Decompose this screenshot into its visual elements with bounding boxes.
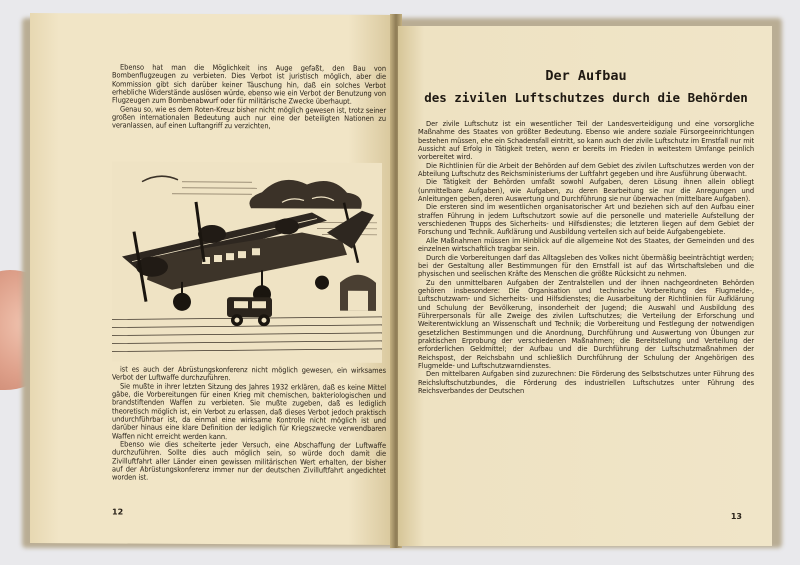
- left-page-number: 12: [112, 507, 124, 517]
- airplane-illustration: [112, 161, 382, 362]
- left-paragraph-5: Ebenso wie dies scheiterte jeder Versuch, eine Abschaffung der Luftwaffe durchzuführen. Sollte dies auch möglich sein, so würde doch damit die Zivilluftfahrt aller Länder einen gewissen militärischen Wert erhalten, der bisher auf der Abrüstungskonferenz immer nur der deutschen Zivilluftfahrt angedichtet worden ist.: [112, 439, 386, 483]
- left-paragraph-4: Sie mußte in ihrer letzten Sitzung des Jahres 1932 erklären, daß es keine Mittel gäbe, die Vorbereitungen für einen Krieg mit chemischen, bakteriologischen und brandstiftenden Waffen zu verbieten. Sie mußte zugeben, daß es lediglich theoretisch möglich ist, ein Verbot zu erlassen, daß dieses Verbot jedoch praktisch undurchführbar ist, da einmal eine wirksame Kontrolle nicht möglich ist und darüber hinaus eine klare Definition der lediglich für Kriegszwecke verwendbaren Waffen nicht erreicht werden kann.: [112, 381, 386, 441]
- right-paragraph-1: Der zivile Luftschutz ist ein wesentlicher Teil der Landesverteidigung und eine vorsorgliche Maßnahme des Staates von größter Bedeutung. Ebenso wie andere soziale Fürsorgeeinrichtungen bestehen müssen, ehe ein Schadensfall eintritt, so kann auch der zivile Luftschutz im Ernstfall nur mit Aussicht auf Erfolg in Tätigkeit treten, wenn er bereits im Frieden in weitestem Umfange peinlich vorbereitet wird.: [418, 119, 754, 162]
- right-paragraph-7: Zu den unmittelbaren Aufgaben der Zentralstellen und der ihnen nachgeordneten Behörden gehören insbesondere: Die Organisation und technische Vorbereitung des Flugmelde-, Luftschutzwarn- und Sicherheits- und Hilfsdienstes; die Ausarbeitung der Richtlinien für Aufklärung und Schulung der Bevölkerung, insonderheit der Jugend; die Auswahl und Ausbildung des Führerpersonals für alle Zweige des zivilen Luftschutzes; die Verteilung der Erforschung und Weiterentwicklung an Wissenschaft und Technik; die Vorbereitung und Festlegung der notwendigen gesetzlichen Bestimmungen und die Anordnung, Durchführung und Auswertung von Übungen zur praktischen Erprobung der verschiedenen Maßnahmen; die Bereitstellung und Verteilung der erforderlichen Geldmittel; der Aufbau und die Durchführung der Luftschutzmaßnahmen der Reichspost, der Reichsbahn und schließlich Durchführung der Schulung der Angehörigen des Flugmelde- und Luftschutzwarndienstes.: [418, 277, 754, 370]
- left-top-text: [112, 63, 386, 131]
- right-paragraph-8: Den mittelbaren Aufgaben sind zuzurechnen: Die Förderung des Selbstschutzes unter Führung des Reichsluftschutzbundes, die Förderung des industriellen Luftschutzes unter Führung des Reichsverbandes der Deutschen: [418, 369, 754, 395]
- right-page-number: 13: [730, 512, 742, 521]
- right-paragraph-2: Die Richtlinien für die Arbeit der Behörden auf dem Gebiet des zivilen Luftschutzes werden von der Abteilung Luftschutz des Reichsministeriums der Luftfahrt gegeben und ihre Ausführung überwacht.: [418, 160, 754, 179]
- left-bottom-text: [112, 365, 386, 483]
- right-paragraph-5: Alle Maßnahmen müssen im Hinblick auf die allgemeine Not des Staates, der Gemeinden und des einzelnen wirtschaftlich tragbar sein.: [418, 235, 754, 254]
- right-page: [398, 26, 772, 546]
- right-paragraph-3: Die Tätigkeit der Behörden umfaßt sowohl Aufgaben, deren Lösung ihnen allein obliegt (unmittelbare Aufgaben), wie Aufgaben, zu deren Bearbeitung sie nur die Anregungen und Anleitungen geben, deren Auswertung und Durchführung sie nur überwachen (mittelbare Aufgaben).: [418, 177, 754, 204]
- chapter-title-line-1: Der Aufbau: [545, 68, 627, 84]
- left-page: [30, 13, 392, 545]
- left-paragraph-3: ist es auch der Abrüstungskonferenz nicht möglich gewesen, ein wirksames Verbot der Luftwaffe durchzuführen.: [112, 364, 386, 383]
- right-body-text: [418, 120, 754, 395]
- left-paragraph-2: Genau so, wie es dem Roten-Kreuz bisher nicht möglich gewesen ist, trotz seiner großen internationalen Bedeutung auch nur eine der beteiligten Nationen zu veranlassen, auf einen Luftangriff zu verzichten,: [112, 104, 386, 131]
- right-paragraph-4: Die ersteren sind im wesentlichen organisatorischer Art und beziehen sich auf den Aufbau einer straffen Führung in jedem Luftschutzort sowie auf die personelle und materielle Aufstellung der verschiedenen Trupps des Sicherheits- und Hilfsdienstes; die letzteren liegen auf dem Gebiet der Forschung und Technik. Aufklärung und Ausbildung verteilen sich auf beide Aufgabengebiete.: [418, 202, 754, 237]
- left-paragraph-1: Ebenso hat man die Möglichkeit ins Auge gefaßt, den Bau von Bombenflugzeugen zu verbieten. Dies Verbot ist juristisch möglich, aber die Kommission gibt sich darüber keiner Täuschung hin, daß ein solches Verbot erhebliche Widerstände auslösen würde, ebenso wie ein Verbot der Benutzung von Flugzeugen zum Bombenabwurf oder für militärische Zwecke überhaupt.: [112, 62, 386, 107]
- right-paragraph-6: Durch die Vorbereitungen darf das Alltagsleben des Volkes nicht übermäßig beeinträchtigt werden; bei der Gestaltung aller Bestimmungen für den Ernstfall ist auf das Wirtschaftsleben und die physischen und seelischen Kräfte des Menschen die größte Rücksicht zu nehmen.: [418, 252, 754, 279]
- chapter-title-line-2: des zivilen Luftschutzes durch die Behörden: [424, 90, 748, 105]
